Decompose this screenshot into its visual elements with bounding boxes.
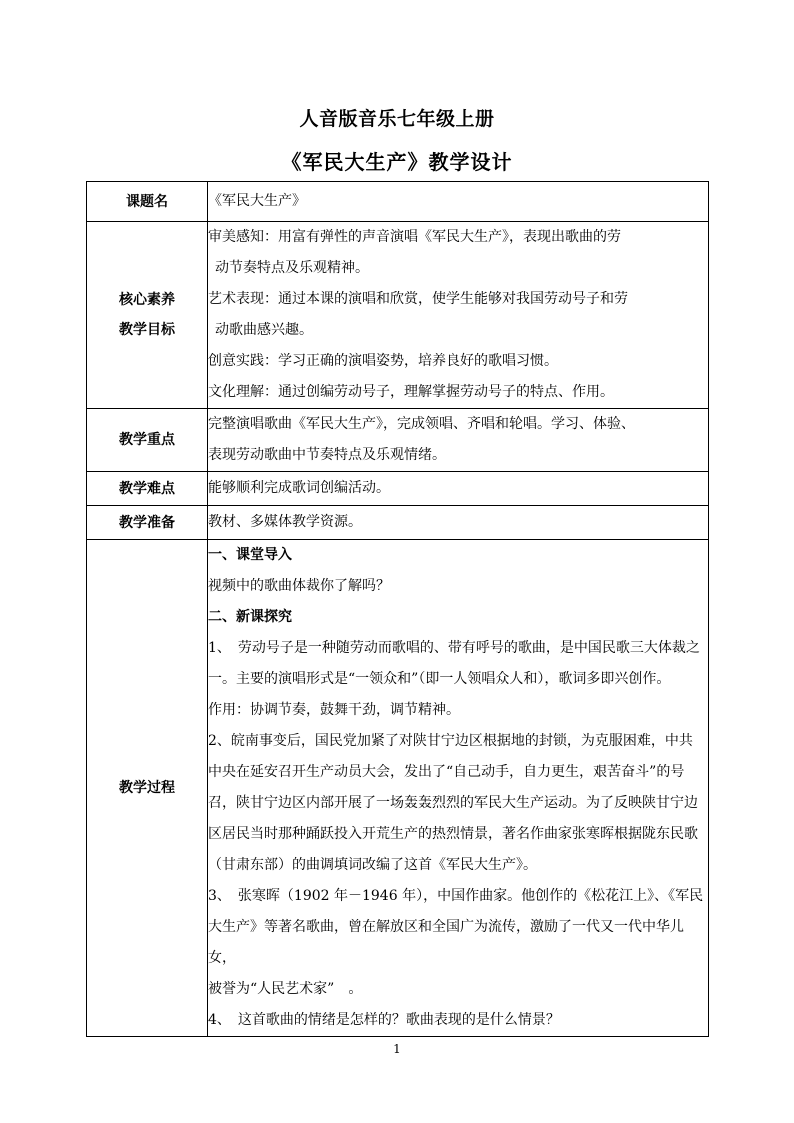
document-title: 人音版音乐七年级上册 [299, 108, 495, 130]
preparation-value: 教材、多媒体教学资源。 [208, 506, 709, 540]
goal-line: 动歌曲感兴趣。 [215, 322, 313, 338]
process-line: 大生产》等著名歌曲，曾在解放区和全国广为流传，激励了一代又一代中华儿女， [208, 919, 684, 966]
process-line: 作用：协调节奏，鼓舞干劲，调节精神。 [208, 702, 460, 718]
table-row-goals [87, 222, 709, 409]
process-line: 中央在延安召开生产动员大会，发出了“自己动手，自力更生，艰苦奋斗”的号 [208, 764, 685, 780]
keypoints-label: 教学重点 [87, 409, 208, 472]
process-line: 视频中的歌曲体裁你了解吗？ [208, 578, 390, 594]
goal-line: 动节奏特点及乐观精神。 [215, 260, 369, 276]
goal-line: 艺术表现：通过本课的演唱和欣赏，使学生能够对我国劳动号子和劳 [208, 291, 628, 307]
goals-label [87, 222, 208, 409]
process-line: 3、 张寒晖（1902 年－1946 年），中国作曲家。他创作的《松花江上》、《军民 [208, 888, 704, 904]
keypoints-line: 完整演唱歌曲《军民大生产》，完成领唱、齐唱和轮唱。学习、体验、 [208, 416, 635, 432]
keypoints-content [208, 409, 709, 472]
table-row-preparation [87, 506, 709, 540]
keypoints-line: 表现劳动歌曲中节奏特点及乐观情绪。 [208, 447, 446, 463]
goal-line: 审美感知：用富有弹性的声音演唱《军民大生产》，表现出歌曲的劳 [208, 229, 621, 245]
table-row-process [87, 540, 709, 1037]
goal-line: 文化理解：通过创编劳动号子，理解掌握劳动号子的特点、作用。 [208, 384, 614, 400]
process-line: 召，陕甘宁边区内部开展了一场轰轰烈烈的军民大生产运动。为了反映陕甘宁边 [208, 795, 698, 811]
table-row-keypoints [87, 409, 709, 472]
section-heading: 一、课堂导入 [208, 547, 292, 563]
page-number: 1 [393, 1042, 401, 1056]
process-label: 教学过程 [87, 540, 208, 1037]
goals-label-line2: 教学目标 [119, 322, 175, 338]
document-subtitle: 《军民大生产》教学设计 [281, 150, 513, 174]
lesson-plan-table [86, 181, 709, 1037]
topic-value: 《军民大生产》 [208, 182, 709, 222]
process-line: 4、 这首歌曲的情绪是怎样的？歌曲表现的是什么情景？ [208, 1012, 560, 1028]
table-row-topic [87, 182, 709, 222]
goals-label-line1: 核心素养 [119, 292, 175, 308]
process-line: 2、皖南事变后，国民党加紧了对陕甘宁边区根据地的封锁，为克服困难，中共 [208, 733, 693, 749]
topic-label: 课题名 [87, 182, 208, 222]
goal-line: 创意实践：学习正确的演唱姿势，培养良好的歌唱习惯。 [208, 353, 558, 369]
process-line: 1、 劳动号子是一种随劳动而歌唱的、带有呼号的歌曲，是中国民歌三大体裁之 [208, 640, 700, 656]
process-line: 一。主要的演唱形式是“一领众和”（即一人领唱众人和），歌词多即兴创作。 [208, 671, 671, 687]
process-line: 被誉为“人民艺术家” 。 [208, 981, 363, 997]
section-heading: 二、新课探究 [208, 609, 292, 625]
preparation-label: 教学准备 [87, 506, 208, 540]
process-content [208, 540, 709, 1037]
goals-content [208, 222, 709, 409]
difficulty-value: 能够顺利完成歌词创编活动。 [208, 472, 709, 506]
process-line: （甘肃东部）的曲调填词改编了这首《军民大生产》。 [208, 857, 537, 873]
difficulty-label: 教学难点 [87, 472, 208, 506]
table-row-difficulty [87, 472, 709, 506]
process-line: 区居民当时那种踊跃投入开荒生产的热烈情景，著名作曲家张寒晖根据陇东民歌 [208, 826, 698, 842]
